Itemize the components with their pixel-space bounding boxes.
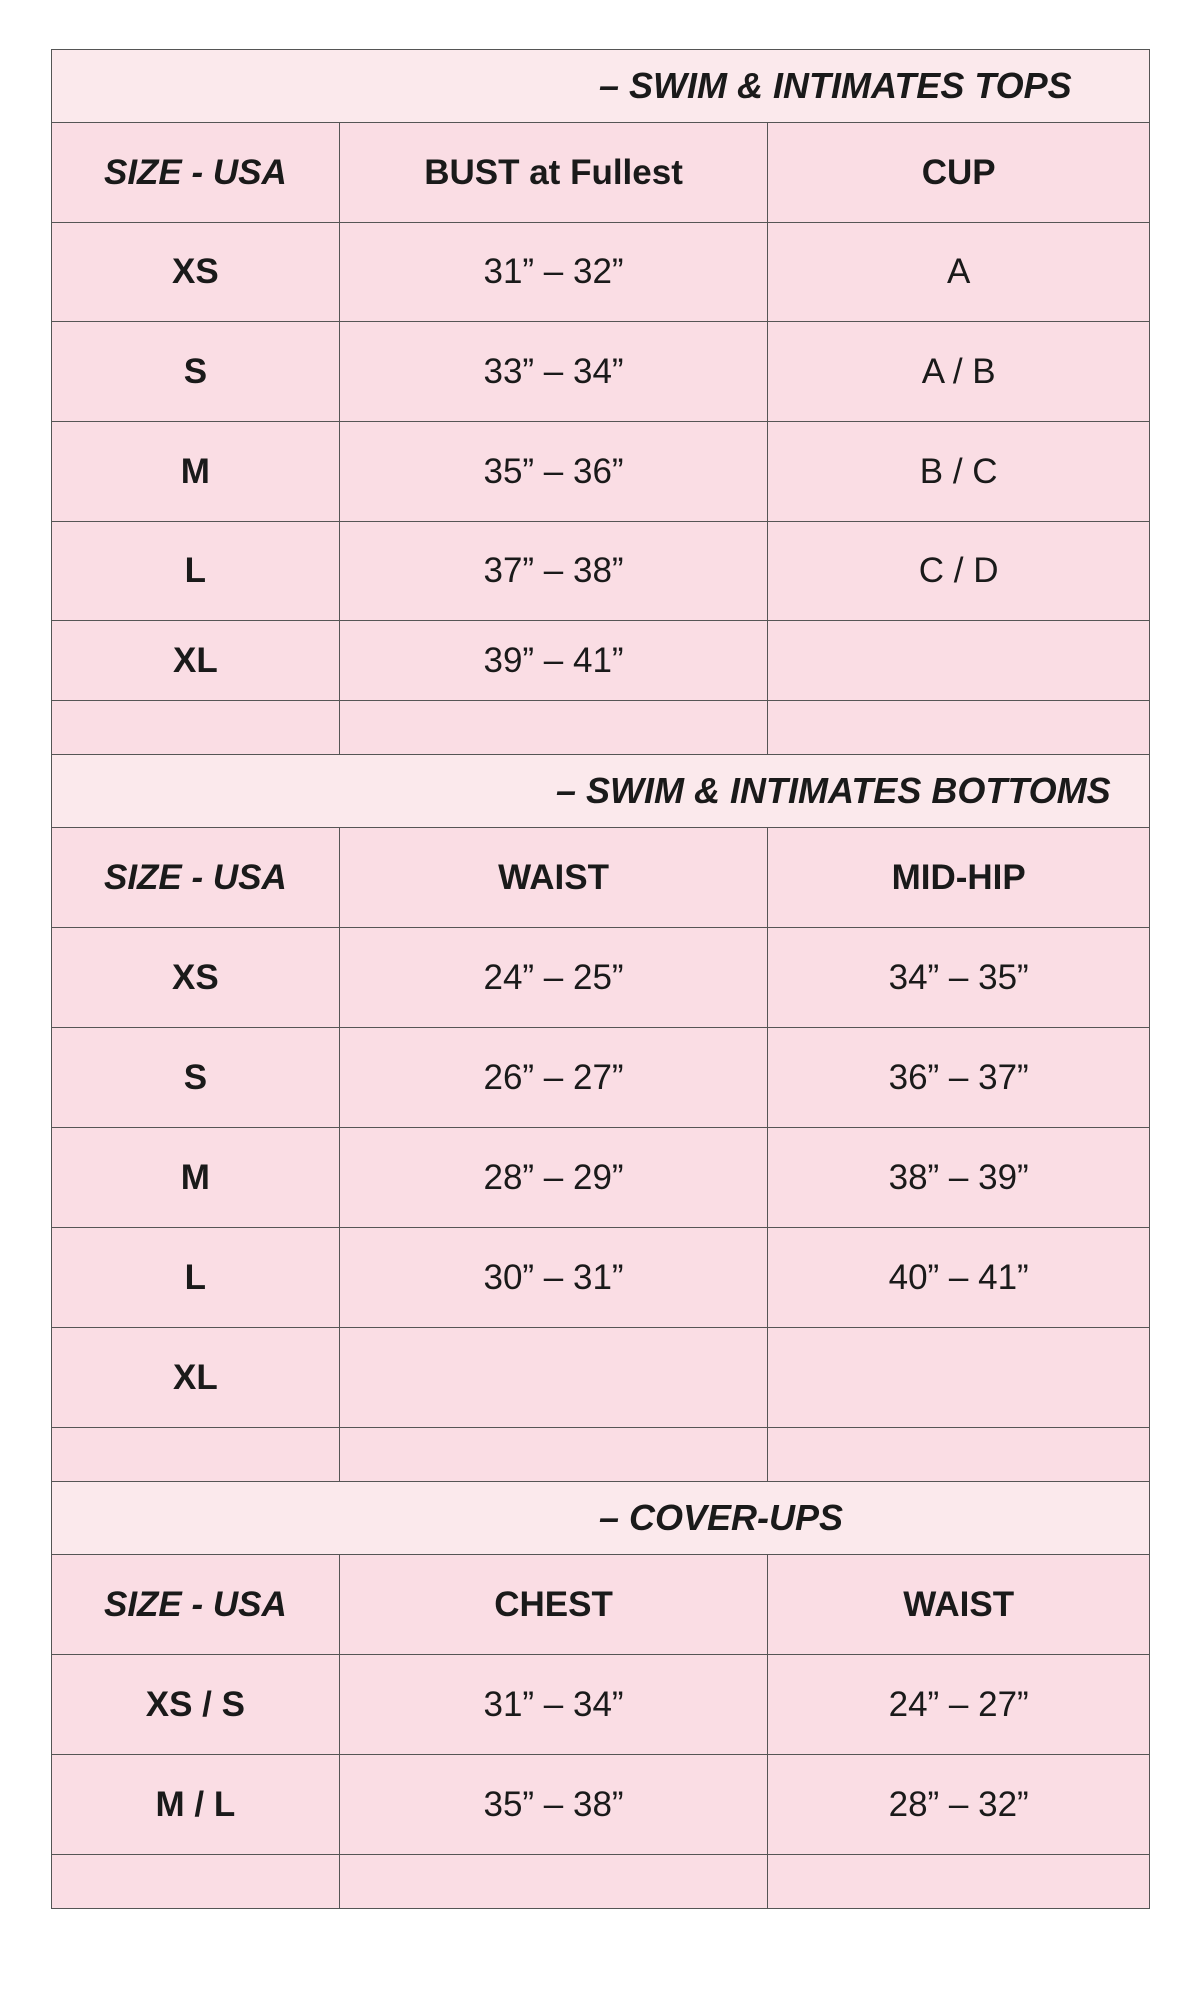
section-title-coverups bbox=[52, 1482, 1150, 1555]
waist-cell: 24” – 25” bbox=[340, 928, 769, 1028]
waist-cell bbox=[340, 1328, 769, 1428]
size-chart bbox=[51, 49, 1150, 1909]
column-header-size: SIZE - USA bbox=[52, 828, 340, 928]
size-cell: XL bbox=[52, 621, 340, 701]
waist-cell: 28” – 29” bbox=[340, 1128, 769, 1228]
empty-cell bbox=[340, 1428, 769, 1482]
table-row bbox=[52, 1228, 1150, 1328]
bust-cell: 39” – 41” bbox=[340, 621, 769, 701]
size-cell: S bbox=[52, 1028, 340, 1128]
bust-cell: 33” – 34” bbox=[340, 322, 769, 422]
bust-cell: 35” – 36” bbox=[340, 422, 769, 522]
size-cell: M bbox=[52, 1128, 340, 1228]
cup-cell bbox=[768, 621, 1150, 701]
size-cell: XS bbox=[52, 223, 340, 322]
column-header-mid-hip: MID-HIP bbox=[768, 828, 1150, 928]
column-header-size: SIZE - USA bbox=[52, 1555, 340, 1655]
column-header-chest: CHEST bbox=[340, 1555, 769, 1655]
column-header-waist: WAIST bbox=[768, 1555, 1150, 1655]
empty-row bbox=[52, 701, 1150, 755]
table-header-row bbox=[52, 123, 1150, 223]
mid-hip-cell: 40” – 41” bbox=[768, 1228, 1150, 1328]
column-header-waist: WAIST bbox=[340, 828, 769, 928]
table-row bbox=[52, 621, 1150, 701]
waist-cell: 28” – 32” bbox=[768, 1755, 1150, 1855]
size-cell: M bbox=[52, 422, 340, 522]
cup-cell: A / B bbox=[768, 322, 1150, 422]
size-cell: M / L bbox=[52, 1755, 340, 1855]
empty-cell bbox=[340, 1855, 769, 1909]
mid-hip-cell bbox=[768, 1328, 1150, 1428]
size-cell: L bbox=[52, 1228, 340, 1328]
size-cell: XL bbox=[52, 1328, 340, 1428]
empty-cell bbox=[340, 701, 769, 755]
table-row bbox=[52, 1755, 1150, 1855]
empty-row bbox=[52, 1855, 1150, 1909]
column-header-size: SIZE - USA bbox=[52, 123, 340, 223]
table-row bbox=[52, 522, 1150, 621]
table-row bbox=[52, 322, 1150, 422]
section-title-bottoms bbox=[52, 755, 1150, 828]
bust-cell: 31” – 32” bbox=[340, 223, 769, 322]
table-row bbox=[52, 1328, 1150, 1428]
mid-hip-cell: 34” – 35” bbox=[768, 928, 1150, 1028]
size-cell: XS bbox=[52, 928, 340, 1028]
section-title-tops bbox=[52, 50, 1150, 123]
section-title-bottoms-text: – SWIM & INTIMATES BOTTOMS bbox=[556, 770, 1111, 811]
section-title-tops-text: – SWIM & INTIMATES TOPS bbox=[599, 65, 1072, 106]
table-header-row bbox=[52, 1555, 1150, 1655]
bust-cell: 37” – 38” bbox=[340, 522, 769, 621]
cup-cell: B / C bbox=[768, 422, 1150, 522]
table-row bbox=[52, 1128, 1150, 1228]
empty-cell bbox=[52, 1855, 340, 1909]
empty-cell bbox=[52, 701, 340, 755]
empty-cell bbox=[768, 701, 1150, 755]
size-cell: L bbox=[52, 522, 340, 621]
chest-cell: 31” – 34” bbox=[340, 1655, 769, 1755]
waist-cell: 30” – 31” bbox=[340, 1228, 769, 1328]
cup-cell: A bbox=[768, 223, 1150, 322]
section-title-coverups-text: – COVER-UPS bbox=[599, 1497, 844, 1538]
table-row bbox=[52, 223, 1150, 322]
waist-cell: 24” – 27” bbox=[768, 1655, 1150, 1755]
empty-row bbox=[52, 1428, 1150, 1482]
table-row bbox=[52, 1655, 1150, 1755]
table-header-row bbox=[52, 828, 1150, 928]
column-header-cup: CUP bbox=[768, 123, 1150, 223]
waist-cell: 26” – 27” bbox=[340, 1028, 769, 1128]
chest-cell: 35” – 38” bbox=[340, 1755, 769, 1855]
column-header-bust: BUST at Fullest bbox=[340, 123, 769, 223]
empty-cell bbox=[768, 1855, 1150, 1909]
table-row bbox=[52, 1028, 1150, 1128]
table-row bbox=[52, 422, 1150, 522]
size-cell: S bbox=[52, 322, 340, 422]
mid-hip-cell: 38” – 39” bbox=[768, 1128, 1150, 1228]
empty-cell bbox=[768, 1428, 1150, 1482]
cup-cell: C / D bbox=[768, 522, 1150, 621]
mid-hip-cell: 36” – 37” bbox=[768, 1028, 1150, 1128]
empty-cell bbox=[52, 1428, 340, 1482]
size-cell: XS / S bbox=[52, 1655, 340, 1755]
table-row bbox=[52, 928, 1150, 1028]
